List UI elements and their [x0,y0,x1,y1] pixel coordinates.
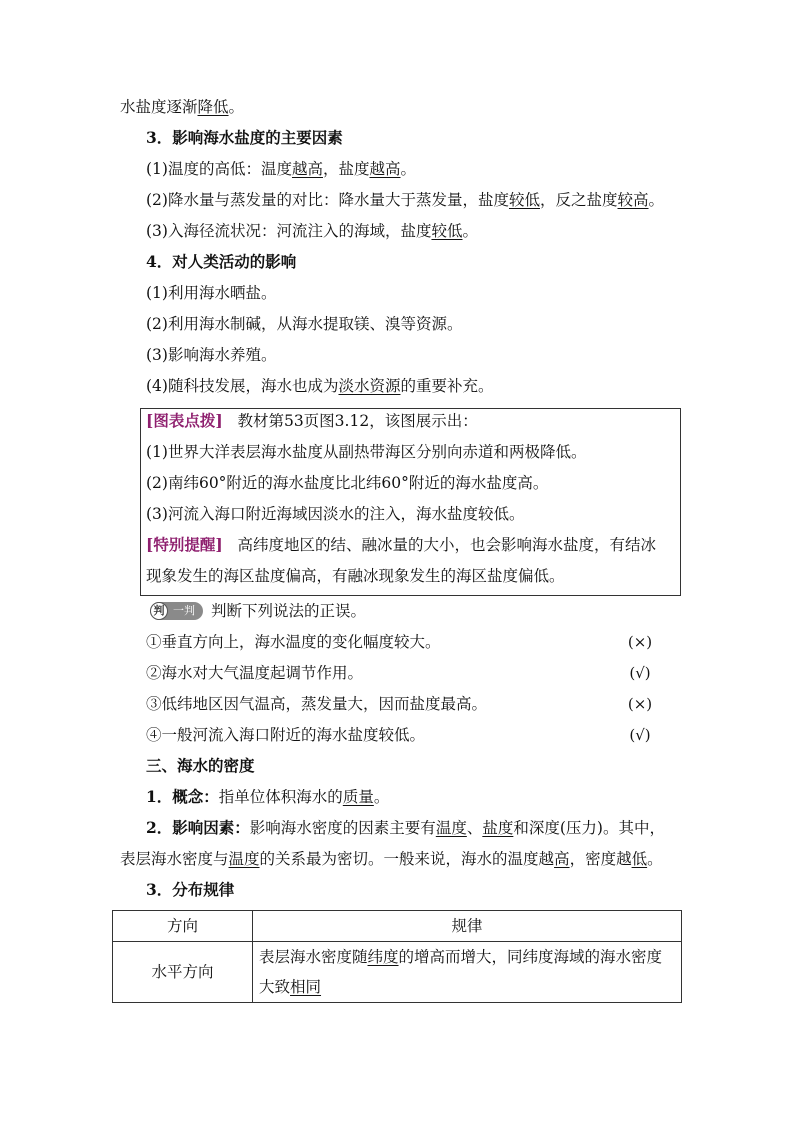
factor-runoff: (3)入海径流状况：河流注入的海域，盐度较低。 [146,222,478,240]
distribution-heading: 3．分布规律 [146,880,235,899]
distribution-table [112,910,682,1003]
judge-mark-3: (×) [627,695,653,713]
table-header-rule: 规律 [253,911,682,942]
judge-mark-1: (×) [627,633,653,651]
table-cell-direction: 水平方向 [113,942,253,1003]
impact-salt: (1)利用海水晒盐。 [146,284,277,302]
table-row [113,942,682,1003]
chart-tip-point-2: (2)南纬60°附近的海水盐度比北纬60°附近的海水盐度高。 [146,474,549,492]
special-note-tag: [特别提醒] [146,535,223,554]
table-cell-rule: 表层海水密度随纬度的增高而增大，同纬度海域的海水密度大致相同 [253,942,682,1003]
judge-item-2: ②海水对大气温度起调节作用。 [146,664,364,682]
judge-item-3: ③低纬地区因气温高，蒸发量大，因而盐度最高。 [146,695,488,713]
chart-tip-intro: [图表点拨] 教材第53页图3.12，该图展示出： [146,411,478,430]
judge-item-1: ①垂直方向上，海水温度的变化幅度较大。 [146,633,441,651]
factor-temperature: (1)温度的高低：温度越高，盐度越高。 [146,160,417,178]
table-header-direction: 方向 [113,911,253,942]
impact-alkali: (2)利用海水制碱，从海水提取镁、溴等资源。 [146,315,463,333]
chart-tip-point-1: (1)世界大洋表层海水盐度从副热带海区分别向赤道和两极降低。 [146,443,587,461]
special-note-line-1: [特别提醒] 高纬度地区的结、融冰量的大小，也会影响海水盐度，有结冰 [146,535,656,554]
judge-mark-2: (√) [629,664,651,682]
density-factors-line-1: 2．影响因素：影响海水密度的因素主要有温度、盐度和深度(压力)。其中， [146,818,665,837]
special-note-line-2: 现象发生的海区盐度偏高，有融冰现象发生的海区盐度偏低。 [146,567,565,585]
judge-prompt: 判 一判 判断下列说法的正误。 [150,596,366,626]
table-header-row [113,911,682,942]
density-heading: 三、海水的密度 [146,756,255,775]
judge-badge-icon: 判 一判 [150,602,203,620]
section-3-heading: 3．影响海水盐度的主要因素 [146,128,343,147]
impact-freshwater: (4)随科技发展，海水也成为淡水资源的重要补充。 [146,377,494,395]
chart-tip-point-3: (3)河流入海口附近海域因淡水的注入，海水盐度较低。 [146,505,525,523]
density-concept: 1．概念：指单位体积海水的质量。 [146,787,390,806]
judge-mark-4: (√) [629,726,651,744]
chart-tip-tag: [图表点拨] [146,411,223,430]
carry-over-line: 水盐度逐渐降低。 [120,98,245,116]
judge-item-4: ④一般河流入海口附近的海水盐度较低。 [146,726,426,744]
factor-precipitation: (2)降水量与蒸发量的对比：降水量大于蒸发量，盐度较低，反之盐度较高。 [146,191,665,209]
section-4-heading: 4．对人类活动的影响 [146,252,297,271]
density-factors-line-2: 表层海水密度与温度的关系最为密切。一般来说，海水的温度越高，密度越低。 [120,850,663,868]
impact-aquaculture: (3)影响海水养殖。 [146,346,277,364]
